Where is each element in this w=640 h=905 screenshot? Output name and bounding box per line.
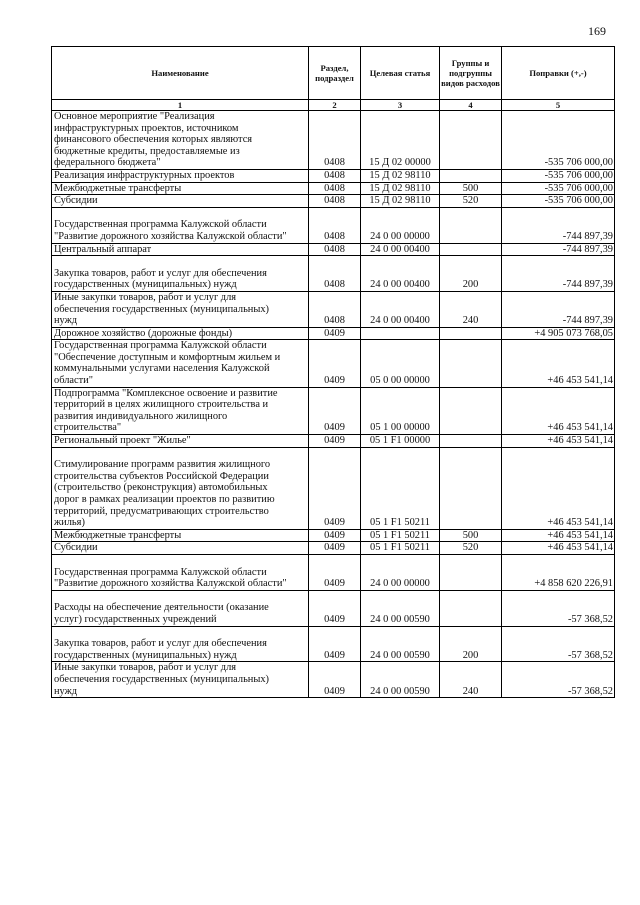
column-number-row: [52, 100, 615, 111]
row-amount: +46 453 541,14: [502, 435, 615, 448]
row-target: 05 1 00 00000: [361, 387, 440, 434]
row-amount: -57 368,52: [502, 662, 615, 698]
row-section: 0409: [309, 387, 361, 434]
row-section: 0409: [309, 447, 361, 529]
row-amount: -535 706 000,00: [502, 195, 615, 208]
row-target: 24 0 00 00400: [361, 256, 440, 292]
row-amount: +4 905 073 768,05: [502, 327, 615, 340]
row-target: 15 Д 02 98110: [361, 195, 440, 208]
row-group: [440, 340, 502, 387]
row-name: Стимулирование программ развития жилищного строительства субъектов Российской Федерации (строительство (реконструкция) автомобильных дорог в рамках реализации проектов по развитию территорий, предусматривающих строительство жилья): [52, 447, 309, 529]
row-amount: -535 706 000,00: [502, 111, 615, 170]
row-group: 240: [440, 662, 502, 698]
row-group: 520: [440, 542, 502, 555]
row-target: 24 0 00 00000: [361, 207, 440, 243]
table-row: [52, 590, 615, 626]
row-amount: +46 453 541,14: [502, 542, 615, 555]
column-number: 1: [52, 100, 309, 111]
row-name: Закупка товаров, работ и услуг для обеспечения государственных (муниципальных) нужд: [52, 256, 309, 292]
row-section: 0408: [309, 195, 361, 208]
row-name: Субсидии: [52, 195, 309, 208]
row-name: Дорожное хозяйство (дорожные фонды): [52, 327, 309, 340]
table-row: [52, 243, 615, 256]
row-name: Региональный проект "Жилье": [52, 435, 309, 448]
table-row: [52, 256, 615, 292]
row-name: Расходы на обеспечение деятельности (оказание услуг) государственных учреждений: [52, 590, 309, 626]
row-name: Подпрограмма "Комплексное освоение и развитие территорий в целях жилищного строительства и развития индивидуального жилищного строительства": [52, 387, 309, 434]
row-target: 05 1 F1 50211: [361, 529, 440, 542]
row-amount: +46 453 541,14: [502, 529, 615, 542]
row-amount: -57 368,52: [502, 590, 615, 626]
row-name: Государственная программа Калужской области "Развитие дорожного хозяйства Калужской области": [52, 554, 309, 590]
row-group: 200: [440, 256, 502, 292]
table-row: [52, 387, 615, 434]
header-amendments: Поправки (+,-): [502, 47, 615, 100]
page-number: 169: [588, 24, 606, 38]
row-name: Закупка товаров, работ и услуг для обеспечения государственных (муниципальных) нужд: [52, 626, 309, 662]
row-name: Иные закупки товаров, работ и услуг для обеспечения государственных (муниципальных) нужд: [52, 662, 309, 698]
row-name: Государственная программа Калужской области "Обеспечение доступным и комфортным жильем и коммунальными услугами населения Калужской области": [52, 340, 309, 387]
row-section: 0408: [309, 207, 361, 243]
row-target: 24 0 00 00590: [361, 626, 440, 662]
row-group: [440, 327, 502, 340]
row-section: 0409: [309, 590, 361, 626]
table-header-row: [52, 47, 615, 100]
row-amount: -535 706 000,00: [502, 169, 615, 182]
row-section: 0409: [309, 435, 361, 448]
row-target: 24 0 00 00400: [361, 243, 440, 256]
row-amount: -744 897,39: [502, 256, 615, 292]
row-target: [361, 327, 440, 340]
row-name: Иные закупки товаров, работ и услуг для обеспечения государственных (муниципальных) нужд: [52, 291, 309, 327]
table-row: [52, 195, 615, 208]
budget-amendments-table: [51, 46, 615, 698]
row-group: [440, 243, 502, 256]
table-row: [52, 207, 615, 243]
row-section: 0408: [309, 182, 361, 195]
row-group: [440, 554, 502, 590]
row-group: [440, 590, 502, 626]
row-group: [440, 207, 502, 243]
row-amount: -57 368,52: [502, 626, 615, 662]
row-name: Межбюджетные трансферты: [52, 529, 309, 542]
row-section: 0409: [309, 626, 361, 662]
table-row: [52, 542, 615, 555]
column-number: 3: [361, 100, 440, 111]
row-section: 0409: [309, 327, 361, 340]
row-section: 0409: [309, 529, 361, 542]
table-row: [52, 626, 615, 662]
row-amount: +46 453 541,14: [502, 387, 615, 434]
row-group: 500: [440, 529, 502, 542]
row-amount: +4 858 620 226,91: [502, 554, 615, 590]
row-section: 0409: [309, 554, 361, 590]
row-section: 0409: [309, 542, 361, 555]
row-amount: +46 453 541,14: [502, 340, 615, 387]
row-name: Межбюджетные трансферты: [52, 182, 309, 195]
table-row: [52, 111, 615, 170]
row-section: 0408: [309, 256, 361, 292]
table-row: [52, 447, 615, 529]
row-group: 200: [440, 626, 502, 662]
table-row: [52, 169, 615, 182]
row-amount: +46 453 541,14: [502, 447, 615, 529]
row-target: 05 0 00 00000: [361, 340, 440, 387]
table-row: [52, 554, 615, 590]
row-group: 500: [440, 182, 502, 195]
row-target: 24 0 00 00590: [361, 662, 440, 698]
row-target: 15 Д 02 98110: [361, 169, 440, 182]
table-row: [52, 291, 615, 327]
row-section: 0409: [309, 340, 361, 387]
row-group: [440, 111, 502, 170]
column-number: 2: [309, 100, 361, 111]
row-target: 24 0 00 00000: [361, 554, 440, 590]
row-section: 0408: [309, 169, 361, 182]
row-target: 15 Д 02 98110: [361, 182, 440, 195]
row-target: 24 0 00 00590: [361, 590, 440, 626]
row-section: 0408: [309, 111, 361, 170]
row-amount: -744 897,39: [502, 291, 615, 327]
row-target: 05 1 F1 00000: [361, 435, 440, 448]
row-amount: -744 897,39: [502, 207, 615, 243]
row-target: 15 Д 02 00000: [361, 111, 440, 170]
row-section: 0408: [309, 291, 361, 327]
row-name: Основное мероприятие "Реализация инфраструктурных проектов, источником финансового обеспечения которых являются бюджетные кредиты, предоставляемые из федерального бюджета": [52, 111, 309, 170]
row-section: 0409: [309, 662, 361, 698]
table-row: [52, 340, 615, 387]
header-groups: Группы и подгруппы видов расходов: [440, 47, 502, 100]
header-section: Раздел, подраздел: [309, 47, 361, 100]
row-amount: -744 897,39: [502, 243, 615, 256]
row-target: 05 1 F1 50211: [361, 447, 440, 529]
header-target: Целевая статья: [361, 47, 440, 100]
row-group: [440, 447, 502, 529]
row-amount: -535 706 000,00: [502, 182, 615, 195]
row-name: Центральный аппарат: [52, 243, 309, 256]
row-name: Реализация инфраструктурных проектов: [52, 169, 309, 182]
row-group: [440, 169, 502, 182]
table-row: [52, 662, 615, 698]
row-group: 240: [440, 291, 502, 327]
table-row: [52, 435, 615, 448]
header-name: Наименование: [52, 47, 309, 100]
column-number: 5: [502, 100, 615, 111]
table-row: [52, 327, 615, 340]
column-number: 4: [440, 100, 502, 111]
table-row: [52, 529, 615, 542]
row-group: [440, 387, 502, 434]
row-section: 0408: [309, 243, 361, 256]
row-target: 05 1 F1 50211: [361, 542, 440, 555]
row-target: 24 0 00 00400: [361, 291, 440, 327]
row-name: Государственная программа Калужской области "Развитие дорожного хозяйства Калужской области": [52, 207, 309, 243]
row-group: [440, 435, 502, 448]
table-row: [52, 182, 615, 195]
row-name: Субсидии: [52, 542, 309, 555]
row-group: 520: [440, 195, 502, 208]
